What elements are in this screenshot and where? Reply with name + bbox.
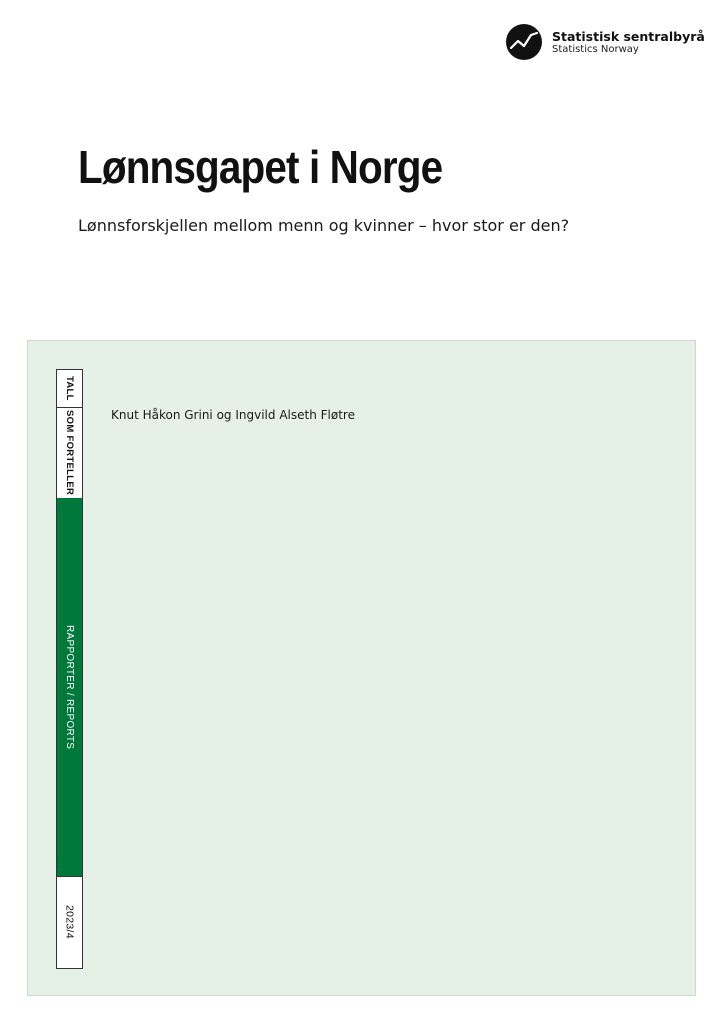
- spine-number-label: 2023/4: [63, 905, 76, 939]
- logo-subtitle: Statistics Norway: [552, 43, 639, 55]
- header-logo: [506, 24, 705, 60]
- spine-som-forteller: [57, 408, 82, 498]
- spine-tall: [57, 370, 82, 408]
- report-subtitle: Lønnsforskjellen mellom menn og kvinner – hvor stor er den?: [78, 216, 570, 235]
- logo-name: Statistisk sentralbyrå: [552, 28, 705, 44]
- spine-series: [57, 498, 82, 876]
- spine-tall-label: TALL: [64, 376, 75, 401]
- report-title: Lønnsgapet i Norge: [78, 141, 443, 193]
- ssb-logo-icon: [506, 24, 542, 60]
- spine-number: [57, 876, 82, 967]
- authors: Knut Håkon Grini og Ingvild Alseth Fløtre: [111, 408, 355, 422]
- series-spine: [56, 369, 83, 969]
- cover-panel: [27, 340, 696, 996]
- spine-series-label: RAPPORTER / REPORTS: [64, 624, 75, 750]
- spine-som-forteller-label: SOM FORTELLER: [64, 410, 75, 496]
